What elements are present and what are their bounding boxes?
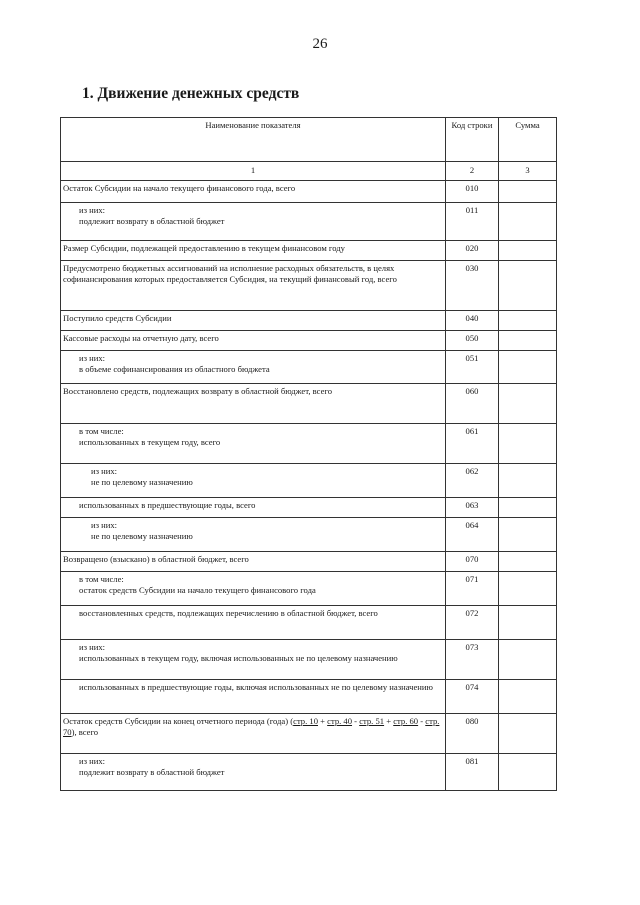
- sum-cell: [499, 714, 557, 754]
- indicator-name-text: Предусмотрено бюджетных ассигнований на исполнение расходных обязательств, в целях софинансирования которых предоставляется Субсидия, на текущий финансовый год, всего: [63, 263, 397, 285]
- row-reference: стр. 51: [359, 716, 385, 726]
- table-row: [61, 552, 557, 572]
- line-code: 074: [446, 680, 499, 714]
- line-code: 050: [446, 331, 499, 351]
- table-row: [61, 181, 557, 203]
- page-number: 26: [312, 36, 328, 52]
- table-row: [61, 572, 557, 606]
- table-row: [61, 498, 557, 518]
- table-row: [61, 680, 557, 714]
- indicator-text-fragment: Остаток средств Субсидии на конец отчетного периода (года) (: [63, 716, 294, 726]
- sum-cell: [499, 518, 557, 552]
- indicator-name-text: из них: не по целевому назначению: [91, 466, 193, 488]
- line-code: 030: [446, 261, 499, 311]
- indicator-name-text: Кассовые расходы на отчетную дату, всего: [63, 333, 219, 343]
- line-code: 073: [446, 640, 499, 680]
- row-reference: стр. 10: [293, 716, 318, 726]
- sum-cell: [499, 261, 557, 311]
- indicator-name: [61, 311, 446, 331]
- table-row: [61, 351, 557, 384]
- indicator-name-text: из них: в объеме софинансирования из областного бюджета: [79, 353, 270, 375]
- sum-cell: [499, 498, 557, 518]
- column-number: 1: [61, 162, 446, 181]
- indicator-name: [61, 181, 446, 203]
- indicator-name: [61, 498, 446, 518]
- table-row: [61, 464, 557, 498]
- row-reference: стр. 60: [393, 716, 419, 726]
- sum-cell: [499, 384, 557, 424]
- indicator-name: [61, 714, 446, 754]
- sum-cell: [499, 181, 557, 203]
- indicator-text-fragment: -: [352, 716, 360, 726]
- sum-cell: [499, 754, 557, 791]
- header-name: Наименование показателя: [61, 118, 446, 162]
- line-code: 060: [446, 384, 499, 424]
- table-row: [61, 241, 557, 261]
- line-code: 011: [446, 203, 499, 241]
- line-code: 080: [446, 714, 499, 754]
- column-number: 2: [446, 162, 499, 181]
- indicator-name-text: из них: использованных в текущем году, включая использованных не по целевому назначению: [79, 642, 398, 664]
- row-reference: стр. 70: [63, 716, 440, 738]
- table-row: [61, 754, 557, 791]
- indicator-name: [61, 424, 446, 464]
- indicator-name-text: из них: подлежит возврату в областной бюджет: [79, 756, 225, 778]
- indicator-name: [61, 606, 446, 640]
- sum-cell: [499, 680, 557, 714]
- sum-cell: [499, 331, 557, 351]
- indicator-name-text: Поступило средств Субсидии: [63, 313, 172, 323]
- line-code: 070: [446, 552, 499, 572]
- indicator-name: [61, 572, 446, 606]
- indicator-name: [61, 384, 446, 424]
- sum-cell: [499, 572, 557, 606]
- indicator-name-text: Восстановлено средств, подлежащих возврату в областной бюджет, всего: [63, 386, 333, 396]
- line-code: 020: [446, 241, 499, 261]
- table-row: [61, 424, 557, 464]
- line-code: 064: [446, 518, 499, 552]
- indicator-name: [61, 754, 446, 791]
- sum-cell: [499, 424, 557, 464]
- cash-flow-table: [60, 117, 557, 791]
- table-row: [61, 261, 557, 311]
- table-row: [61, 518, 557, 552]
- line-code: 061: [446, 424, 499, 464]
- section-title: 1. Движение денежных средств: [82, 85, 300, 102]
- indicator-name: [61, 351, 446, 384]
- sum-cell: [499, 640, 557, 680]
- line-code: 081: [446, 754, 499, 791]
- indicator-name-text: Возвращено (взыскано) в областной бюджет, всего: [63, 554, 249, 564]
- table-row: [61, 311, 557, 331]
- indicator-name-text: использованных в предшествующие годы, включая использованных не по целевому назначению: [79, 682, 433, 692]
- sum-cell: [499, 606, 557, 640]
- indicator-name-text: [63, 716, 442, 738]
- indicator-name: [61, 261, 446, 311]
- indicator-name-text: Остаток Субсидии на начало текущего финансового года, всего: [63, 183, 296, 193]
- table-row: [61, 331, 557, 351]
- row-reference: стр. 40: [327, 716, 353, 726]
- sum-cell: [499, 311, 557, 331]
- table-row: [61, 203, 557, 241]
- table-row: [61, 606, 557, 640]
- indicator-name-text: в том числе: остаток средств Субсидии на начало текущего финансового года: [79, 574, 316, 596]
- line-code: 063: [446, 498, 499, 518]
- indicator-text-fragment: ), всего: [71, 727, 99, 738]
- line-code: 040: [446, 311, 499, 331]
- indicator-name: [61, 552, 446, 572]
- sum-cell: [499, 351, 557, 384]
- indicator-name-text: из них: подлежит возврату в областной бюджет: [79, 205, 225, 227]
- column-number: 3: [499, 162, 557, 181]
- indicator-name: [61, 518, 446, 552]
- indicator-name-text: Размер Субсидии, подлежащей предоставлению в текущем финансовом году: [63, 243, 345, 253]
- column-number-row: [61, 162, 557, 181]
- indicator-text-fragment: +: [384, 716, 394, 726]
- header-row: [61, 118, 557, 162]
- indicator-name: [61, 331, 446, 351]
- sum-cell: [499, 241, 557, 261]
- sum-cell: [499, 552, 557, 572]
- indicator-text-fragment: +: [318, 716, 328, 726]
- indicator-name-text: в том числе: использованных в текущем году, всего: [79, 426, 221, 448]
- line-code: 071: [446, 572, 499, 606]
- indicator-name: [61, 203, 446, 241]
- indicator-name-text: использованных в предшествующие годы, всего: [79, 500, 256, 510]
- line-code: 072: [446, 606, 499, 640]
- indicator-name: [61, 680, 446, 714]
- line-code: 051: [446, 351, 499, 384]
- indicator-name: [61, 241, 446, 261]
- indicator-name: [61, 464, 446, 498]
- sum-cell: [499, 464, 557, 498]
- line-code: 062: [446, 464, 499, 498]
- indicator-name-text: из них: не по целевому назначению: [91, 520, 193, 542]
- indicator-name: [61, 640, 446, 680]
- indicator-name-text: восстановленных средств, подлежащих перечислению в областной бюджет, всего: [79, 608, 378, 618]
- table-row: [61, 714, 557, 754]
- indicator-text-fragment: -: [418, 716, 426, 726]
- sum-cell: [499, 203, 557, 241]
- table-row: [61, 640, 557, 680]
- header-code: Код строки: [446, 118, 499, 162]
- table-row: [61, 384, 557, 424]
- table-body: [61, 181, 557, 791]
- line-code: 010: [446, 181, 499, 203]
- header-sum: Сумма: [499, 118, 557, 162]
